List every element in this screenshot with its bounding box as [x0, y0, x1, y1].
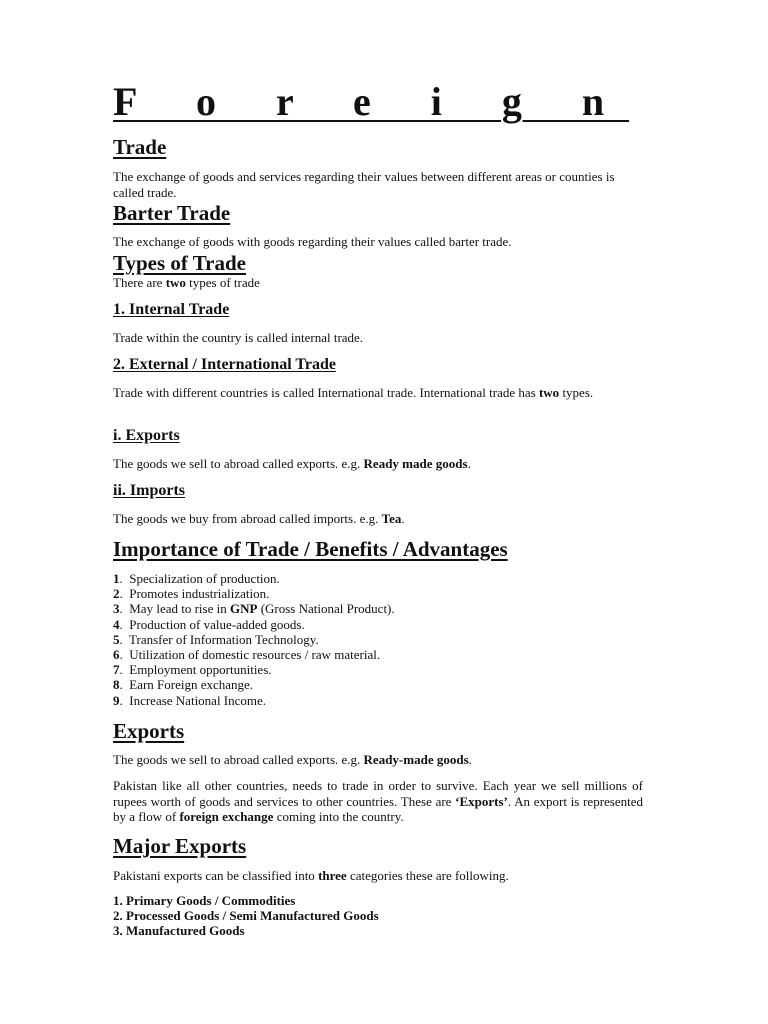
heading-imports-sub: ii. Imports: [113, 482, 185, 499]
heading-barter-trade: Barter Trade: [113, 201, 231, 225]
heading-trade: Trade: [113, 135, 167, 159]
list-item: 3. Manufactured Goods: [113, 923, 245, 939]
list-item: 4. Production of value-added goods.: [113, 616, 305, 632]
heading-importance: Importance of Trade / Benefits / Advantages: [113, 537, 508, 561]
trade-definition: The exchange of goods and services regarding their values between different areas or counties is called trade.: [113, 169, 615, 200]
list-item: 2. Promotes industrialization.: [113, 586, 270, 602]
list-item: 1. Primary Goods / Commodities: [113, 893, 296, 908]
heading-exports: Exports: [113, 719, 185, 743]
list-item: 8. Earn Foreign exchange.: [113, 677, 254, 693]
heading-types-of-trade: Types of Trade: [113, 251, 247, 275]
heading-internal-trade: 1. Internal Trade: [113, 301, 230, 318]
list-item: 9. Increase National Income.: [113, 692, 267, 708]
external-definition: Trade with different countries is called International trade. International trade has two types.: [113, 385, 594, 400]
heading-exports-sub: i. Exports: [113, 427, 180, 444]
types-intro: There are two types of trade: [113, 275, 260, 290]
document-title: F o r e i g n: [113, 79, 630, 124]
heading-external-trade: 2. External / International Trade: [113, 356, 336, 373]
list-item: 5. Transfer of Information Technology.: [113, 631, 319, 647]
imports-sub-definition: The goods we buy from abroad called imports. e.g. Tea.: [113, 511, 405, 526]
exports-paragraph: Pakistan like all other countries, needs to trade in order to survive. Each year we sell millions of rupees worth of goods and services to other countries. These are ‘Exports’. An export is represented by a flow of foreign exchange coming into the country.: [113, 778, 644, 824]
exports-definition: The goods we sell to abroad called exports. e.g. Ready-made goods.: [113, 752, 472, 767]
list-item: 1. Specialization of production.: [113, 571, 280, 586]
internal-definition: Trade within the country is called internal trade.: [113, 330, 364, 345]
major-exports-list: [113, 893, 379, 939]
list-item: 2. Processed Goods / Semi Manufactured Goods: [113, 908, 379, 924]
list-item: 7. Employment opportunities.: [113, 662, 272, 678]
list-item: 3. May lead to rise in GNP (Gross National Product).: [113, 601, 395, 617]
list-item: 6. Utilization of domestic resources / raw material.: [113, 647, 381, 663]
heading-major-exports: Major Exports: [113, 834, 247, 858]
major-exports-intro: Pakistani exports can be classified into three categories these are following.: [113, 868, 509, 883]
exports-sub-definition: The goods we sell to abroad called exports. e.g. Ready made goods.: [113, 456, 471, 471]
barter-definition: The exchange of goods with goods regarding their values called barter trade.: [113, 234, 512, 249]
importance-list: [113, 571, 395, 708]
